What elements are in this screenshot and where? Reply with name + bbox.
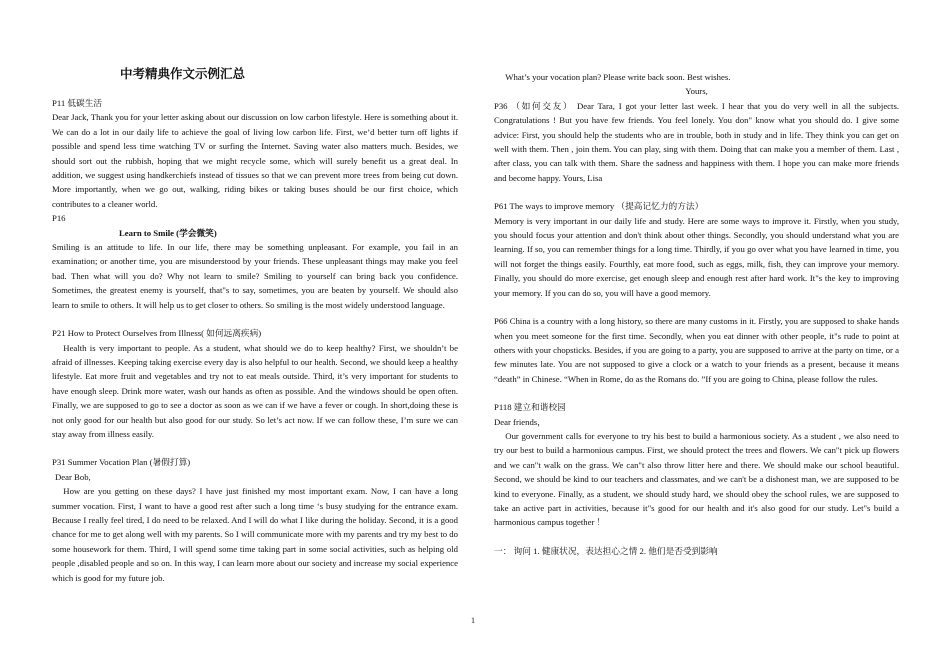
spacer (494, 530, 899, 544)
p118-greeting: Dear friends， (494, 416, 546, 427)
p21-heading: P21 How to Protect Ourselves from Illness( 如何远离疾病) (52, 328, 262, 339)
p16-heading: P16 (52, 213, 66, 224)
p31-essay: How are you getting on these days? I have just finished my most important exam. Now, I can have a long summer vocation. First, I want to have a good rest after such a long time ‘s busy studying for the entrance exam. Because I really feel tired, I do need to be relaxed. And I will do what I like during the holiday. Second, it is a good chance for me to get along well with my parents. So I will communicate more with my parents and try my best to do some housework for them. Third, I will spend some time taking part in some social activities, such as helping old people ,disabled people and so on. In this way, I can learn more about our society and increase my social experience which is good for my future job. (52, 486, 458, 583)
spacer (494, 185, 899, 199)
page-number: 1 (471, 616, 475, 625)
p16-essay: Smiling is an attitude to life. In our life, there may be something unpleasant. For example, you fail in an examination; or another time, you are misunderstood by your friends. These unpleasant things may make you feel bad. Then what will you do? Why not learn to smile? Smiling to yourself can bring back you confidence. Sometimes, the greatest enemy is yourself, that"s to say, sometimes, you are beaten by yourself. We should also learn to smile to others. It will help us to get closer to others. So smiling is the most widely understood language. (52, 242, 458, 310)
spacer (494, 386, 899, 400)
spacer (52, 441, 458, 455)
p118-heading: P118 建立和谐校园 (494, 402, 566, 413)
p31-signoff: Yours, (685, 86, 708, 97)
p66-essay: P66 China is a country with a long history, so there are many customs in it. Firstly, you are supposed to shake hands when you meet someone for the first time. Secondly, when you eat dinner with other people, it"s rude to point at others with your chopsticks. Besides, if you are going to a party, you are supposed to arrive at the party on time, or a few minutes late. You are not supposed to give a clock or a watch to your friends as a present, because it means “death” in Chinese. “When in Rome, do as the Romans do. ”If you are going to China, please follow the rules. (494, 316, 899, 384)
p11-heading: P11 低碳生活 (52, 98, 103, 108)
p118-essay: Our government calls for everyone to try his best to build a harmonious society. As a student , we also need to try our best to build a harmonious campus. First, we should protect the trees and flowers. We can"t pick up flowers and we can"t walk on the grass. We can"t also throw litter here and there. We should make our school beautiful. Second, we should be kind to our teachers and classmates, and we can't be a dishonest man, we are supposed to be kind to everyone. Finally, as a student, we should study hard, we should obey the school rules, we are supposed to take an active part in activities, because it"s good for our health and it's also good for our study. Let"s build a harmonious campus together ！ (494, 430, 899, 528)
right-column (494, 70, 899, 558)
p36-essay: P36 （如何交友） Dear Tara, I got your letter last week. I hear that you do very well in all the subjects. Congratulations ! But you have few friends. You feel lonely. You don" know what you should do. I give some advice: First, you should help the students who are in trouble, both in study and in life. They think you can get on well with them. Then , join them. You can play, sing with them. Doing that can make you a member of them. Last , after class, you can talk with them. Share the sadness and happiness with them. I hope you can make more friends and become happy. Yours, Lisa (494, 100, 899, 183)
p16-essay-title: Learn to Smile (学会微笑) (119, 227, 217, 238)
outline-line: 一： 询问 1. 健康状况，表达担心之情 2. 他们是否受到影响 (494, 545, 718, 556)
p31-essay-continued: What’s your vocation plan? Please write back soon. Best wishes. (505, 72, 731, 82)
spacer (494, 300, 899, 314)
spacer (52, 312, 458, 326)
p61-essay: Memory is very important in our daily life and study. Here are some ways to improve it. Firstly, when you study, you should focus your attention and don't think about other things. Secondly, you should understand what you are learning. If so, you can remember things for a long time. Thirdly, if you go over what you have learned in time, you will not forget the things easily. Fourthly, eat more food, such as eggs, milk, fish, they can improve your memory. Finally, you should do more exercise, get enough sleep and enough rest after hard work. It"s the key to improving your memory. If you can do so, you will have a good memory. (494, 215, 899, 298)
p31-greeting: Dear Bob, (55, 471, 91, 482)
page-title: 中考精典作文示例汇总 (120, 66, 246, 81)
left-column (52, 66, 458, 585)
p11-essay: Dear Jack, Thank you for your letter asking about our discussion on low carbon lifestyle. Here is something about it. We can do a lot in our daily life to achieve the goal of living low carbon life. First, we’d better turn off lights if possible and spend less time watching TV or surfing the Internet. Saving water also matters much. Besides, we should sort out the rubbish, hoping that we might recycle some, which will surely benefit us a great deal. In addition, we suggest using handkerchiefs instead of tissues so that we can prevent more trees from being cut down. More importantly, when we go out, walking, riding bikes or taking buses should be our first choice, which contributes to a cleaner world. (52, 112, 458, 209)
p61-heading: P61 The ways to improve memory （提高记忆力的方法） (494, 201, 704, 212)
p21-essay: Health is very important to people. As a student, what should we do to keep healthy? First, we shouldn’t be afraid of illnesses. Keeping taking exercise every day is also helpful to our health. Second, we should keep a healthy lifestyle. Eat more fruit and vegetables and try not to eat meals outside. Third, it’s very important for students to have enough sleep. Drink more water, wash our hands as often as possible. And the windows should be open often. Finally, we are supposed to go to see a doctor as soon as we can if we have a fever or cough. In short,doing these is not only good for our health but also good for our study. So let’s act now. If we can follow these, I’m sure we can stay away from illness easily. (52, 342, 458, 439)
p31-heading: P31 Summer Vocation Plan (暑假打算) (52, 457, 191, 468)
